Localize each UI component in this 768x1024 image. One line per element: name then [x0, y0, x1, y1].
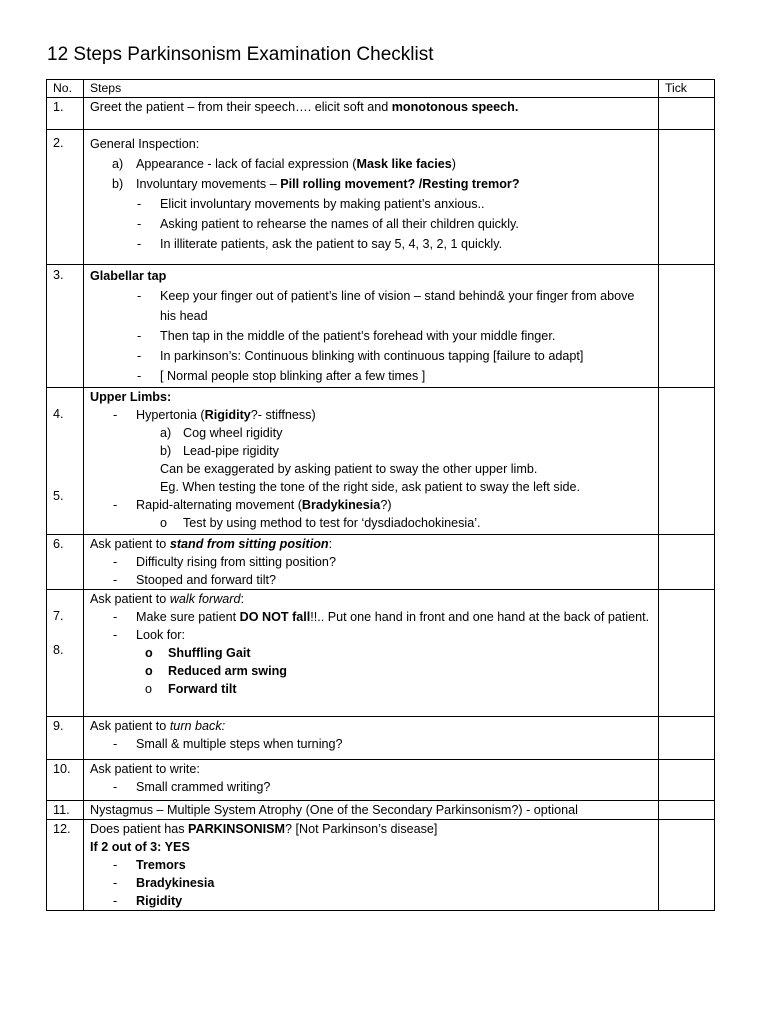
row-number: 9.	[47, 717, 84, 760]
list-item: - Tremors	[113, 858, 186, 872]
step-heading: Ask patient to walk forward:	[90, 592, 244, 606]
step-heading: Does patient has PARKINSONISM? [Not Parkinson’s disease]	[90, 822, 438, 836]
step-cell	[84, 717, 659, 760]
tick-cell[interactable]	[659, 130, 715, 265]
tick-cell[interactable]	[659, 535, 715, 590]
step-cell	[84, 590, 659, 717]
step-cell	[84, 98, 659, 130]
step-heading: Ask patient to turn back:	[90, 719, 226, 733]
table-row	[47, 388, 715, 535]
table-row	[47, 820, 715, 911]
step-note: Eg. When testing the tone of the right side, ask patient to sway the left side.	[160, 480, 581, 494]
tick-cell[interactable]	[659, 760, 715, 801]
step-item: - In parkinson’s: Continuous blinking with continuous tapping [failure to adapt]	[137, 349, 584, 363]
step-item: - Difficulty rising from sitting position?	[113, 555, 336, 569]
step-item: b) Involuntary movements – Pill rolling movement? /Resting tremor?	[112, 177, 520, 191]
row-number: 7. 8.	[47, 590, 84, 717]
row-number: 12.	[47, 820, 84, 911]
tick-cell[interactable]	[659, 590, 715, 717]
step-item: - Rapid-alternating movement (Bradykinesia?)	[113, 498, 392, 512]
step-item: - Small crammed writing?	[113, 780, 271, 794]
list-item: - Rigidity	[113, 894, 183, 908]
row-number: 1.	[47, 98, 84, 130]
table-row	[47, 130, 715, 265]
list-item: - Bradykinesia	[113, 876, 215, 890]
table-row	[47, 760, 715, 801]
row-number: 2.	[47, 130, 84, 265]
list-item: o Shuffling Gait	[145, 646, 251, 660]
step-cell	[84, 760, 659, 801]
step-item: - Keep your finger out of patient’s line of vision – stand behind& your finger from above his head	[137, 289, 635, 323]
step-item: a) Cog wheel rigidity	[160, 426, 283, 440]
tick-cell[interactable]	[659, 98, 715, 130]
table-row	[47, 801, 715, 820]
step-item: - [ Normal people stop blinking after a few times ]	[137, 369, 426, 383]
table-header-row	[47, 80, 715, 98]
step-item: - Asking patient to rehearse the names of all their children quickly.	[137, 217, 519, 231]
step-item: - Make sure patient DO NOT fall!!.. Put one hand in front and one hand at the back of patient.	[113, 610, 650, 624]
step-heading: Upper Limbs:	[90, 390, 172, 404]
row-number: 6.	[47, 535, 84, 590]
step-item: o Test by using method to test for ‘dysdiadochokinesia’.	[160, 516, 481, 530]
step-criteria: If 2 out of 3: YES	[90, 840, 190, 854]
step-heading: Ask patient to write:	[90, 762, 200, 776]
step-cell	[84, 388, 659, 535]
header-no: No.	[47, 80, 84, 98]
step-item: - Small & multiple steps when turning?	[113, 737, 343, 751]
header-steps: Steps	[84, 80, 659, 98]
step-item: b) Lead-pipe rigidity	[160, 444, 279, 458]
table-row	[47, 535, 715, 590]
row-number: 11.	[47, 801, 84, 820]
step-item: - Look for:	[113, 628, 186, 642]
document-title: 12 Steps Parkinsonism Examination Checklist	[47, 44, 434, 65]
step-cell	[84, 801, 659, 820]
tick-cell[interactable]	[659, 820, 715, 911]
step-text: Greet the patient – from their speech…. elicit soft and monotonous speech.	[90, 100, 519, 114]
list-item: o Reduced arm swing	[145, 664, 287, 678]
row-number: 3.	[47, 265, 84, 388]
header-tick: Tick	[659, 80, 715, 98]
step-cell	[84, 130, 659, 265]
step-heading: General Inspection:	[90, 137, 200, 151]
step-cell	[84, 265, 659, 388]
step-item: - Then tap in the middle of the patient’s forehead with your middle finger.	[137, 329, 556, 343]
tick-cell[interactable]	[659, 717, 715, 760]
step-item: a) Appearance - lack of facial expression (Mask like facies)	[112, 157, 456, 171]
row-number: 4. 5.	[47, 388, 84, 535]
step-item: - In illiterate patients, ask the patient to say 5, 4, 3, 2, 1 quickly.	[137, 237, 503, 251]
step-heading: Ask patient to stand from sitting position:	[90, 537, 333, 551]
table-row	[47, 98, 715, 130]
step-cell	[84, 535, 659, 590]
step-item: - Hypertonia (Rigidity?- stiffness)	[113, 408, 316, 422]
table-row	[47, 265, 715, 388]
step-note: Can be exaggerated by asking patient to sway the other upper limb.	[160, 462, 538, 476]
tick-cell[interactable]	[659, 265, 715, 388]
tick-cell[interactable]	[659, 388, 715, 535]
checklist-table	[46, 79, 715, 911]
row-number: 10.	[47, 760, 84, 801]
step-item: - Stooped and forward tilt?	[113, 573, 277, 587]
step-heading: Glabellar tap	[90, 269, 167, 283]
tick-cell[interactable]	[659, 801, 715, 820]
table-row	[47, 590, 715, 717]
list-item: o Forward tilt	[145, 682, 237, 696]
step-text: Nystagmus – Multiple System Atrophy (One of the Secondary Parkinsonism?) - optional	[90, 803, 578, 817]
step-item: - Elicit involuntary movements by making patient’s anxious..	[137, 197, 485, 211]
table-row	[47, 717, 715, 760]
step-cell	[84, 820, 659, 911]
